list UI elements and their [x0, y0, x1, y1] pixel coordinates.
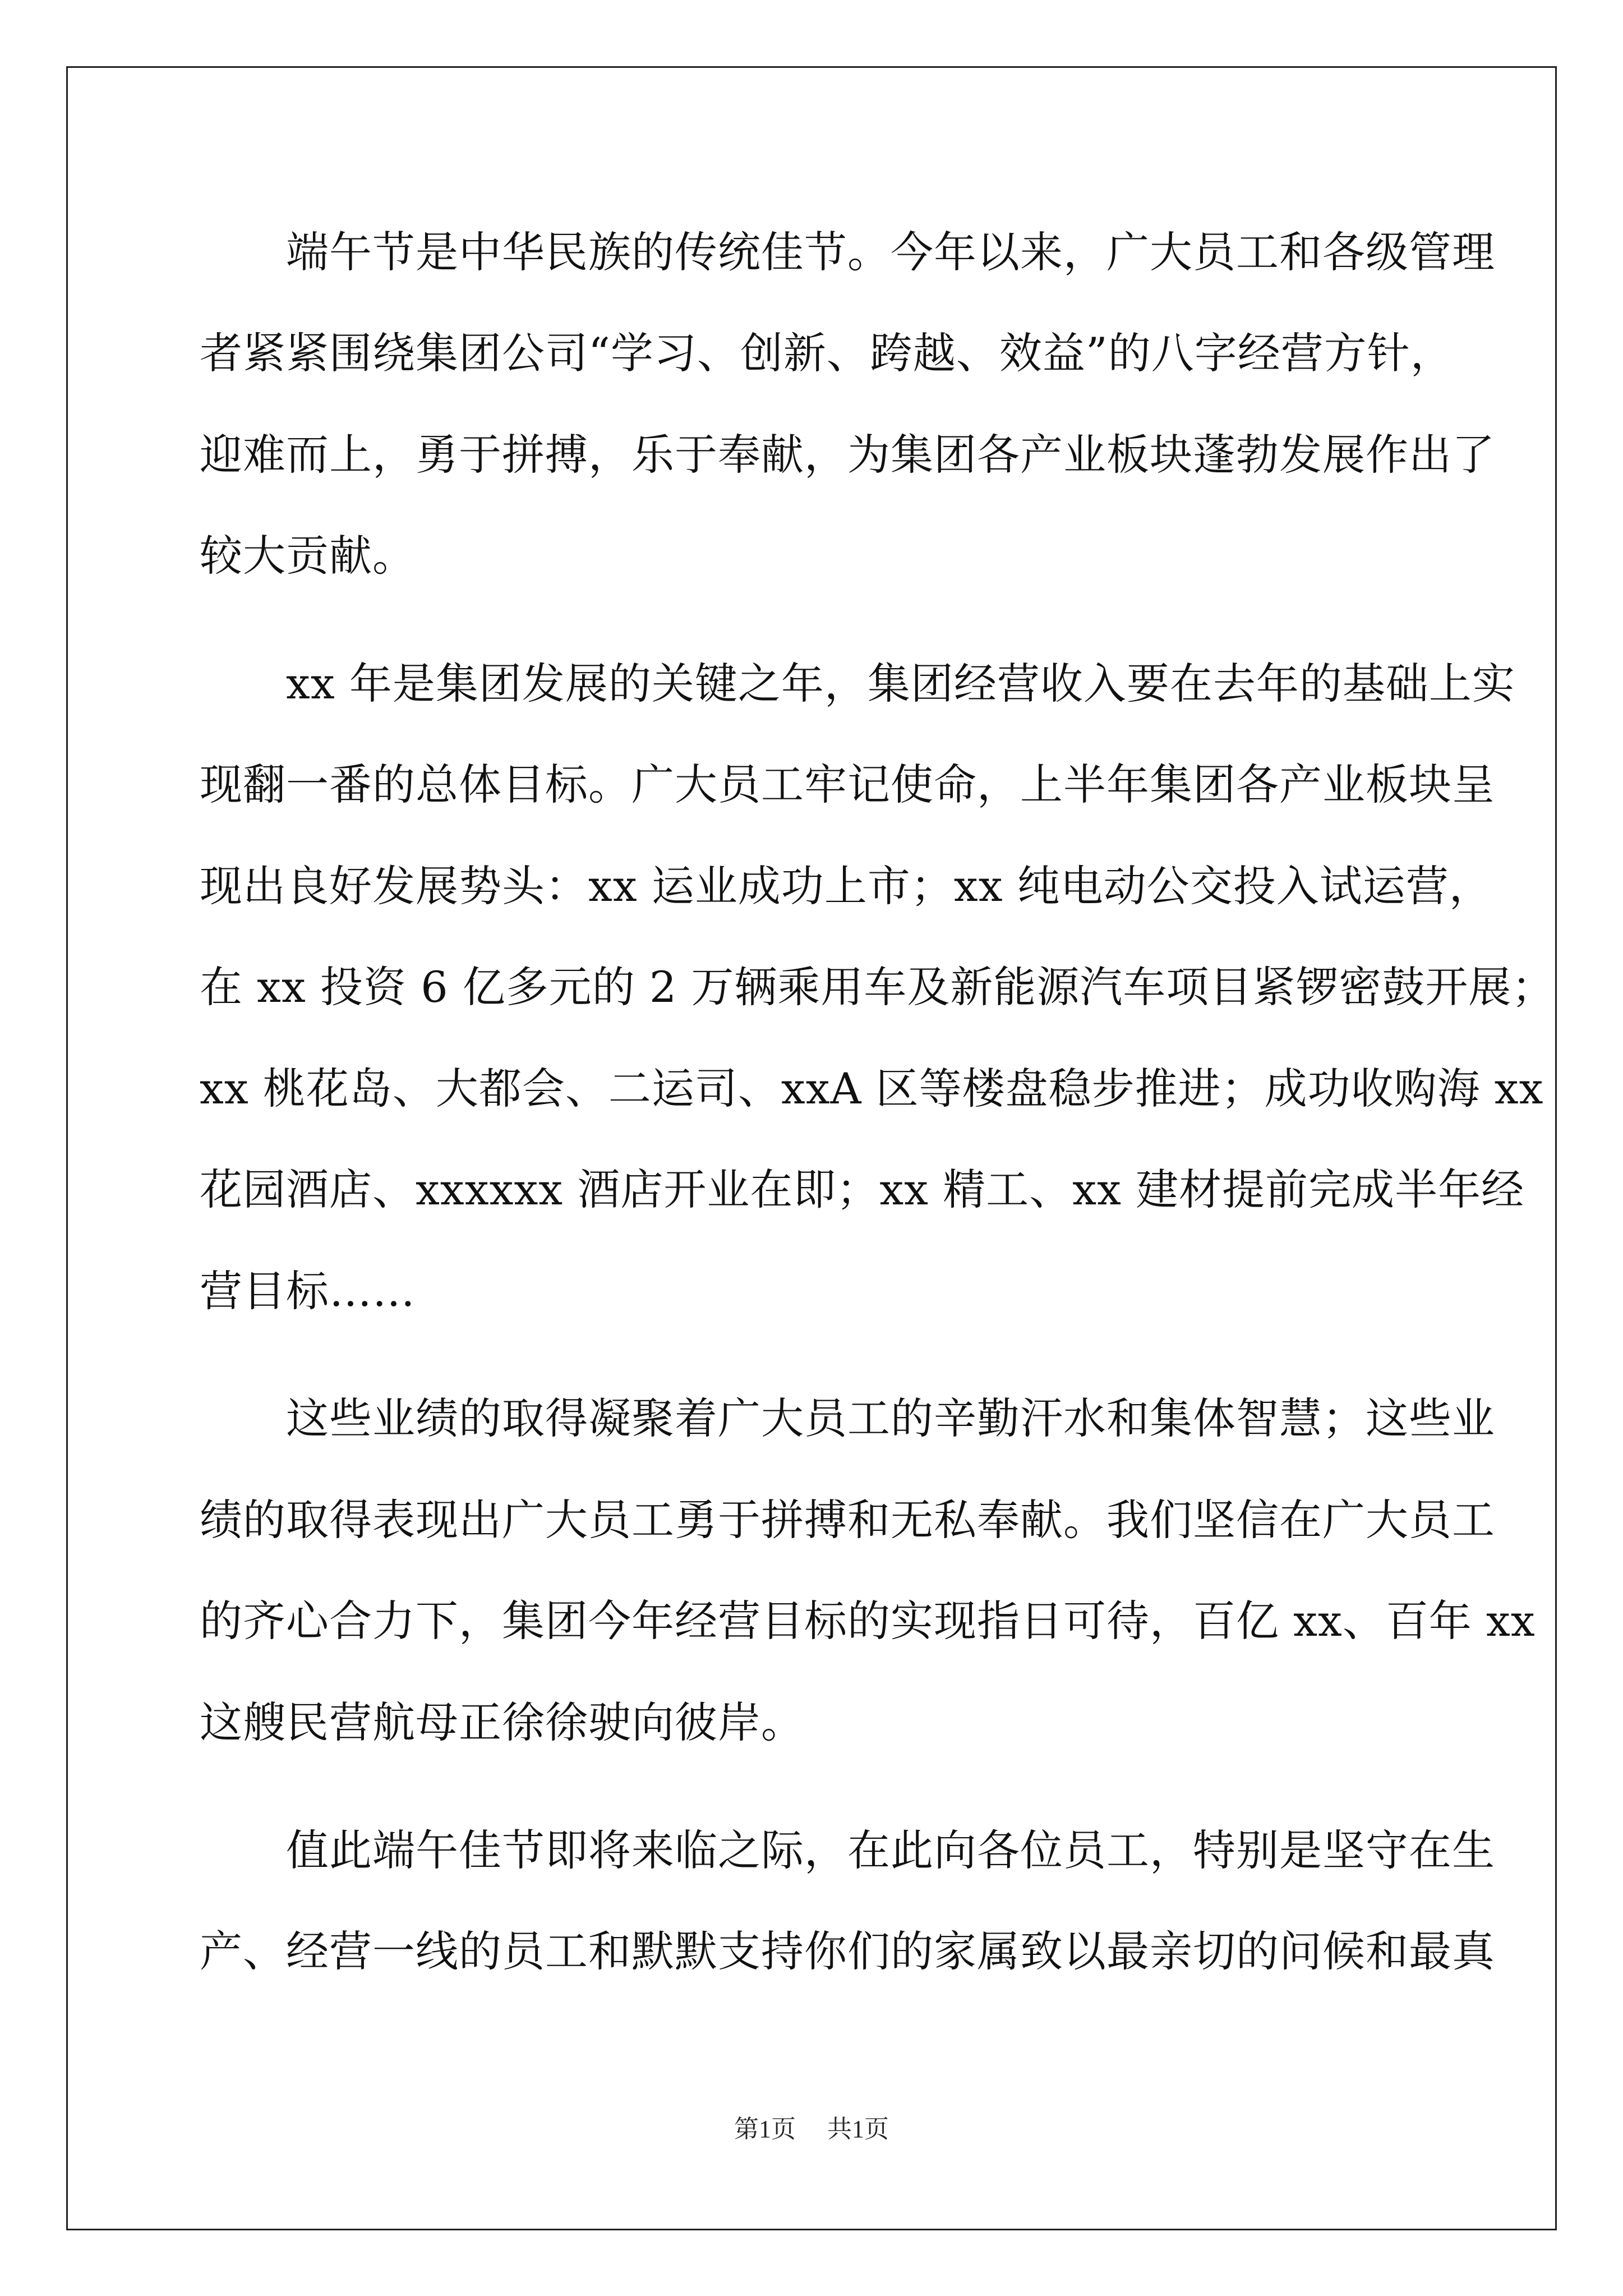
text-line-6: 现翻一番的总体目标。广大员工牢记使命，上半年集团各产业板块呈 [200, 760, 1495, 809]
text-line-12: 这些业绩的取得凝聚着广大员工的辛勤汗水和集体智慧；这些业 [200, 1393, 1495, 1443]
text-line-3: 迎难而上，勇于拼搏，乐于奉献，为集团各产业板块蓬勃发展作出了 [200, 430, 1495, 480]
text-line-14: 的齐心合力下，集团今年经营目标的实现指日可待，百亿 xx、百年 xx [200, 1596, 1536, 1646]
text-line-8: 在 xx 投资 6 亿多元的 2 万辆乘用车及新能源汽车项目紧锣密鼓开展； [200, 962, 1555, 1012]
page-border [66, 66, 1557, 2230]
text-line-9: xx 桃花岛、大都会、二运司、xxA 区等楼盘稳步推进；成功收购海 xx [200, 1064, 1544, 1114]
text-line-17: 产、经营一线的员工和默默支持你们的家属致以最亲切的问候和最真 [200, 1926, 1495, 1976]
text-line-7: 现出良好发展势头：xx 运业成功上市；xx 纯电动公交投入试运营， [200, 861, 1492, 911]
text-line-5: xx 年是集团发展的关键之年，集团经营收入要在去年的基础上实 [200, 659, 1515, 708]
text-line-1: 端午节是中华民族的传统佳节。今年以来，广大员工和各级管理 [200, 227, 1495, 277]
text-line-10: 花园酒店、xxxxxx 酒店开业在即；xx 精工、xx 建材提前完成半年经 [200, 1165, 1525, 1214]
text-line-11: 营目标…… [200, 1266, 416, 1316]
total-pages-label: 共1页 [827, 2115, 889, 2143]
current-page-label: 第1页 [734, 2115, 796, 2143]
text-line-4: 较大贡献。 [200, 531, 416, 581]
text-line-2: 者紧紧围绕集团公司“学习、创新、跨越、效益”的八字经营方针， [200, 328, 1454, 378]
text-line-13: 绩的取得表现出广大员工勇于拼搏和无私奉献。我们坚信在广大员工 [200, 1495, 1495, 1545]
page-footer [0, 2114, 1623, 2145]
text-line-15: 这艘民营航母正徐徐驶向彼岸。 [200, 1697, 804, 1747]
text-line-16: 值此端午佳节即将来临之际，在此向各位员工，特别是坚守在生 [200, 1825, 1495, 1875]
